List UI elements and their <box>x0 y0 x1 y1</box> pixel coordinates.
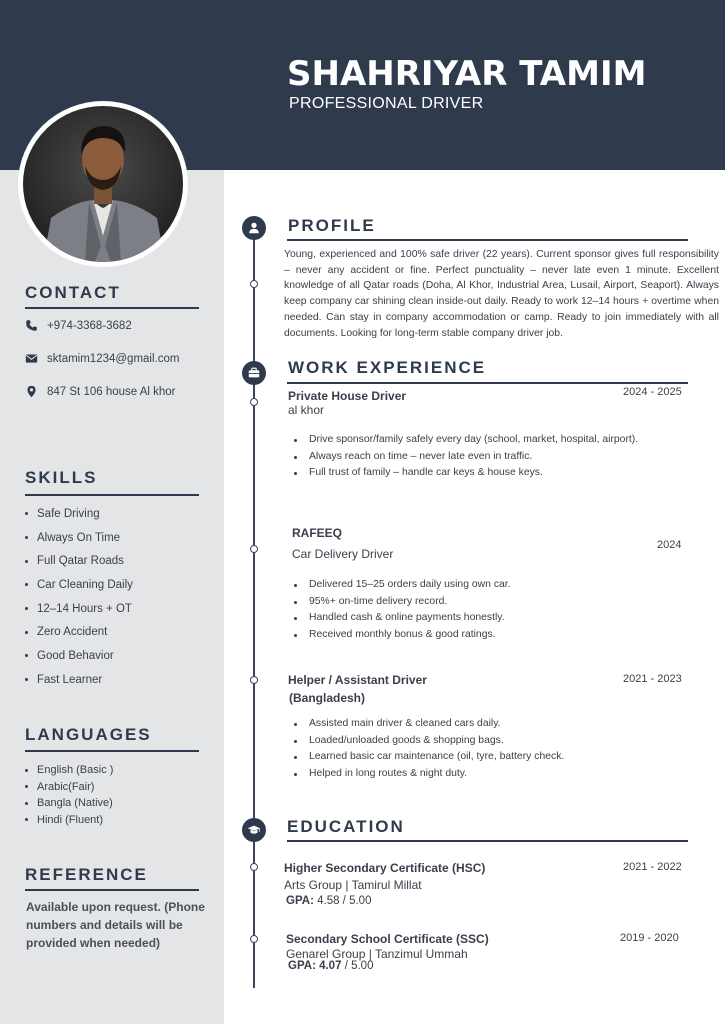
education-divider <box>287 840 688 842</box>
skill-item: Car Cleaning Daily <box>25 573 133 597</box>
education-dates: 2021 - 2022 <box>623 861 682 873</box>
job-dates: 2021 - 2023 <box>623 673 682 685</box>
skills-heading: SKILLS <box>25 468 98 487</box>
profile-section-icon <box>242 216 266 240</box>
job-position: Car Delivery Driver <box>292 547 394 561</box>
contact-email <box>25 352 179 365</box>
duty-item: 95%+ on-time delivery record. <box>288 594 688 611</box>
education-section-icon <box>242 818 266 842</box>
skill-item: Always On Time <box>25 526 133 550</box>
profile-heading: PROFILE <box>288 216 376 235</box>
reference-heading: REFERENCE <box>25 865 148 884</box>
contact-heading: CONTACT <box>25 283 121 302</box>
profile-photo <box>23 106 183 262</box>
gpa-label: GPA: <box>286 895 314 907</box>
timeline-line <box>253 228 255 988</box>
language-item: Bangla (Native) <box>25 795 113 812</box>
skill-item: Zero Accident <box>25 620 133 644</box>
timeline-dot <box>250 935 258 943</box>
timeline-dot <box>250 280 258 288</box>
reference-divider <box>25 889 199 891</box>
gpa-label: GPA: 4.07 <box>288 960 342 972</box>
degree-title: Secondary School Certificate (SSC) <box>286 932 489 946</box>
job-location: (Bangladesh) <box>289 691 366 705</box>
phone-icon <box>25 319 38 332</box>
skill-item: Safe Driving <box>25 502 133 526</box>
gpa-line <box>288 960 373 972</box>
duty-item: Drive sponsor/family safely every day (school, market, hospital, airport). <box>288 432 688 449</box>
user-icon <box>247 221 261 235</box>
job-duties <box>288 716 688 782</box>
language-item: English (Basic ) <box>25 762 113 779</box>
skills-divider <box>25 494 199 496</box>
language-item: Hindi (Fluent) <box>25 812 113 829</box>
reference-text: Available upon request. (Phone numbers and details will be provided when needed) <box>26 900 205 950</box>
timeline-dot <box>250 863 258 871</box>
graduation-cap-icon <box>247 823 261 837</box>
contact-address <box>25 385 176 398</box>
job-employer: al khor <box>288 403 325 417</box>
duty-item: Learned basic car maintenance (oil, tyre, battery check. <box>288 749 688 766</box>
candidate-role: PROFESSIONAL DRIVER <box>289 95 484 112</box>
skill-item: Good Behavior <box>25 644 133 668</box>
experience-heading: WORK EXPERIENCE <box>288 358 487 377</box>
experience-divider <box>287 382 688 384</box>
education-heading: EDUCATION <box>287 817 405 836</box>
job-title: Helper / Assistant Driver <box>288 673 427 687</box>
timeline-dot <box>250 398 258 406</box>
phone-number[interactable]: +974-3368-3682 <box>47 319 132 332</box>
skills-list <box>25 502 133 692</box>
contact-divider <box>25 307 199 309</box>
candidate-name: SHAHRIYAR TAMIM <box>287 54 647 94</box>
profile-summary: Young, experienced and 100% safe driver (22 years). Current sponsor gives full responsibility – never any accident or fine. Perfect punctuality – never late even 1 minute. Excellent knowledge of all Qatar roads (Doha, Al Khor, Industrial Area, Lusail, Airport, Seaport). Always keep company car shining clean inside-out daily. Ready to work 12–14 hours + overtime when needed. Can stay in company accommodation or camp. Ready to join immediately with all documents. Looking for long-term stable company driver job. <box>284 249 719 339</box>
gpa-value: / 5.00 <box>344 960 374 972</box>
job-title: RAFEEQ <box>292 526 343 540</box>
gpa-value: 4.58 / 5.00 <box>317 895 372 907</box>
job-title: Private House Driver <box>288 389 407 403</box>
school-name: Genarel Group | Tanzimul Ummah <box>286 947 468 961</box>
duty-item: Helped in long routes & night duty. <box>288 766 688 783</box>
contact-phone <box>25 319 132 332</box>
skill-item: Fast Learner <box>25 668 133 692</box>
languages-heading: LANGUAGES <box>25 725 152 744</box>
location-pin-icon <box>25 385 38 398</box>
experience-section-icon <box>242 361 266 385</box>
skill-item: Full Qatar Roads <box>25 549 133 573</box>
duty-item: Handled cash & online payments honestly. <box>288 610 688 627</box>
job-dates: 2024 - 2025 <box>623 386 682 398</box>
timeline-dot <box>250 545 258 553</box>
language-item: Arabic(Fair) <box>25 779 113 796</box>
languages-divider <box>25 750 199 752</box>
job-dates: 2024 <box>657 539 682 551</box>
job-duties <box>288 577 688 643</box>
duty-item: Assisted main driver & cleaned cars daily. <box>288 716 688 733</box>
education-dates: 2019 - 2020 <box>620 932 679 944</box>
duty-item: Received monthly bonus & good ratings. <box>288 627 688 644</box>
profile-divider <box>287 239 688 241</box>
languages-list <box>25 762 113 828</box>
gpa-line <box>286 895 371 907</box>
duty-item: Always reach on time – never late even in traffic. <box>288 449 688 466</box>
skill-item: 12–14 Hours + OT <box>25 597 133 621</box>
job-duties <box>288 432 688 482</box>
email-address[interactable]: sktamim1234@gmail.com <box>47 352 180 365</box>
timeline-dot <box>250 676 258 684</box>
home-address: 847 St 106 house Al khor <box>47 385 176 398</box>
duty-item: Full trust of family – handle car keys & house keys. <box>288 465 688 482</box>
envelope-icon <box>25 352 38 365</box>
school-name: Arts Group | Tamirul Millat <box>284 878 422 892</box>
duty-item: Delivered 15–25 orders daily using own car. <box>288 577 688 594</box>
briefcase-icon <box>247 366 261 380</box>
degree-title: Higher Secondary Certificate (HSC) <box>284 861 486 875</box>
duty-item: Loaded/unloaded goods & shopping bags. <box>288 733 688 750</box>
